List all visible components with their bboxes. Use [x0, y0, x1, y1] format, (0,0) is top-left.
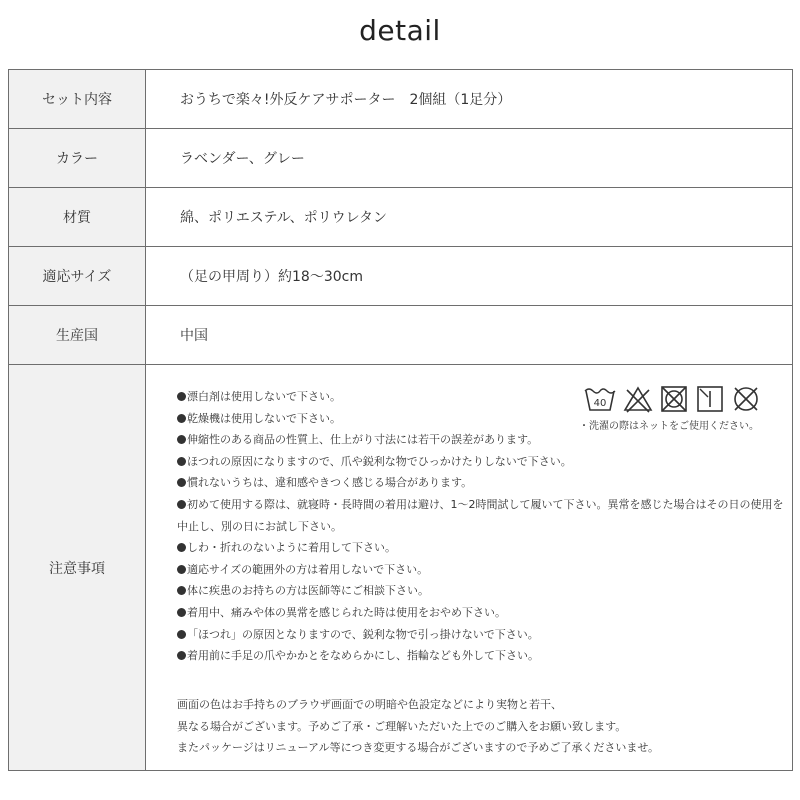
detail-table	[8, 69, 793, 771]
list-item: 適応サイズの範囲外の方は着用しないで下さい。	[177, 559, 787, 581]
row-label-notes: 注意事項	[9, 365, 146, 771]
no-dry-clean-icon	[731, 385, 761, 413]
row-value-set: おうちで楽々!外反ケアサポーター 2個組（1足分）	[146, 70, 793, 129]
row-value-size: （足の甲周り）約18〜30cm	[146, 247, 793, 306]
bullet-icon	[177, 414, 186, 423]
bullet-icon	[177, 435, 186, 444]
notes-cell	[146, 365, 793, 771]
list-item: 「ほつれ」の原因となりますので、鋭利な物で引っ掛けないで下さい。	[177, 624, 787, 646]
row-value-origin: 中国	[146, 306, 793, 365]
bullet-icon	[177, 630, 186, 639]
list-item: 体に疾患のお持ちの方は医師等にご相談下さい。	[177, 580, 787, 602]
wash-40-icon	[583, 385, 617, 413]
row-value-material: 綿、ポリエステル、ポリウレタン	[146, 188, 793, 247]
row-label-origin: 生産国	[9, 306, 146, 365]
table-row	[9, 306, 793, 365]
list-item: 伸縮性のある商品の性質上、仕上がり寸法には若干の誤差があります。	[177, 429, 787, 451]
wash-temp-label: 40	[593, 398, 607, 409]
bullet-icon	[177, 586, 186, 595]
footer-line: またパッケージはリニューアル等につき変更する場合がございますので予めご了承くださいませ。	[177, 741, 660, 755]
row-label-size: 適応サイズ	[9, 247, 146, 306]
care-note: ・洗濯の際はネットをご使用ください。	[579, 421, 759, 432]
care-labels	[579, 385, 783, 432]
care-icons-row	[583, 385, 783, 413]
row-label-color: カラー	[9, 129, 146, 188]
list-item: 慣れないうちは、違和感やきつく感じる場合があります。	[177, 472, 787, 494]
table-row	[9, 247, 793, 306]
no-bleach-icon	[623, 385, 653, 413]
page-title: detail	[359, 14, 441, 47]
footer-line: 異なる場合がございます。予めご了承・ご理解いただいた上でのご購入をお願い致します。	[177, 719, 627, 733]
line-dry-icon	[695, 385, 725, 413]
list-item: しわ・折れのないように着用して下さい。	[177, 537, 787, 559]
bullet-icon	[177, 543, 186, 552]
table-row	[9, 70, 793, 129]
bullet-icon	[177, 392, 186, 401]
table-row	[9, 129, 793, 188]
list-item: 乾燥機は使用しないで下さい。	[177, 408, 787, 430]
bullet-icon	[177, 500, 186, 509]
list-item: 着用前に手足の爪やかかとをなめらかにし、指輪なども外して下さい。	[177, 645, 787, 667]
bullet-icon	[177, 457, 186, 466]
bullet-icon	[177, 651, 186, 660]
list-item: 着用中、痛みや体の異常を感じられた時は使用をおやめ下さい。	[177, 602, 787, 624]
bullet-icon	[177, 608, 186, 617]
bullet-icon	[177, 565, 186, 574]
row-value-color: ラベンダー、グレー	[146, 129, 793, 188]
footer-line: 画面の色はお手持ちのブラウザ画面での明暗や色設定などにより実物と若干、	[177, 698, 562, 711]
notes-footer	[177, 694, 787, 759]
list-item: ほつれの原因になりますので、爪や鋭利な物でひっかけたりしないで下さい。	[177, 451, 787, 473]
row-label-set: セット内容	[9, 70, 146, 129]
list-item: 初めて使用する際は、就寝時・長時間の着用は避け、1〜2時間試して履いて下さい。異常を感じた場合はその日の使用を中止し、別の日にお試し下さい。	[177, 497, 784, 533]
table-row-notes	[9, 365, 793, 771]
no-tumble-dry-icon	[659, 385, 689, 413]
bullet-icon	[177, 478, 186, 487]
list-item: 漂白剤は使用しないで下さい。	[177, 386, 787, 408]
table-row	[9, 188, 793, 247]
row-label-material: 材質	[9, 188, 146, 247]
